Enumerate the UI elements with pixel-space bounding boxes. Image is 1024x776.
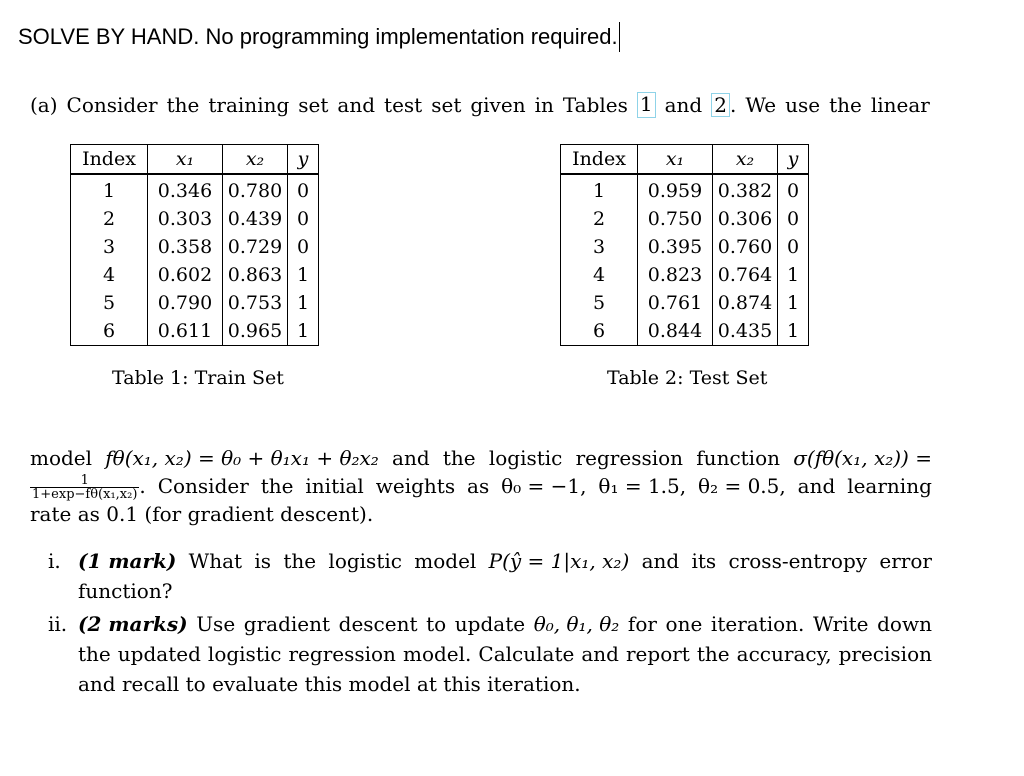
- question-line: [78, 609, 932, 639]
- word: report: [626, 642, 690, 666]
- cell-index: 5: [71, 289, 148, 317]
- word: model.: [402, 642, 472, 666]
- cell-y: 1: [786, 292, 800, 314]
- question-ii: [48, 609, 932, 699]
- cell-index: 1: [71, 174, 148, 205]
- test-set-table: [560, 144, 809, 346]
- table-2-link[interactable]: 2: [711, 93, 730, 117]
- question-marker: i.: [48, 549, 61, 573]
- word: to: [426, 612, 447, 636]
- word: and: [337, 93, 376, 117]
- cell-x1: 0.959: [638, 174, 713, 205]
- cell-x2: 0.780: [223, 174, 288, 205]
- cell-index: 3: [71, 233, 148, 261]
- word: logistic: [488, 446, 563, 470]
- word: is: [254, 549, 272, 573]
- table-row: [561, 205, 808, 233]
- word: Use: [196, 612, 236, 636]
- word: descent: [338, 612, 418, 636]
- cell-y: 1: [786, 320, 800, 342]
- word: use: [785, 93, 821, 117]
- word: as: [467, 474, 490, 498]
- weights-expression: θ₀, θ₁, θ₂: [533, 612, 620, 636]
- instruction-heading-text: SOLVE BY HAND. No programming implementation required.: [18, 24, 618, 49]
- table-row: [71, 233, 318, 261]
- cell-y: 0: [288, 174, 318, 205]
- cell-index: 4: [561, 261, 638, 289]
- word: and: [641, 549, 680, 573]
- part-a-intro: [30, 92, 930, 118]
- question-line: [78, 639, 932, 669]
- word: What: [188, 549, 243, 573]
- cell-y: 0: [786, 236, 800, 258]
- word: weights: [375, 474, 456, 498]
- cell-y: 0: [296, 208, 310, 230]
- cell-x1: 0.346: [148, 174, 223, 205]
- word: the: [283, 549, 317, 573]
- header-x1: x₁: [148, 145, 223, 174]
- model-line-1: [30, 445, 932, 471]
- header-index: Index: [561, 145, 638, 174]
- cell-x1: 0.844: [638, 317, 713, 345]
- cell-index: 1: [561, 174, 638, 205]
- word: initial: [305, 474, 364, 498]
- cell-y: 1: [296, 292, 310, 314]
- instruction-heading: [18, 22, 620, 52]
- question-marker: ii.: [48, 612, 68, 636]
- word: for: [627, 612, 657, 636]
- cell-y: 0: [786, 208, 800, 230]
- cell-y: 1: [296, 264, 310, 286]
- cell-y: 0: [296, 236, 310, 258]
- header-index: Index: [71, 145, 148, 174]
- word: function: [696, 446, 781, 470]
- marks-label: (2 marks): [78, 612, 188, 636]
- word: Tables: [562, 93, 628, 117]
- word: Consider: [157, 474, 249, 498]
- cell-y: 1: [296, 320, 310, 342]
- word: model: [30, 446, 93, 470]
- word: regression: [288, 642, 396, 666]
- table-row: [561, 317, 808, 345]
- word: Calculate: [478, 642, 575, 666]
- cell-x2: 0.439: [223, 205, 288, 233]
- cell-index: 2: [561, 205, 638, 233]
- word: one: [665, 612, 703, 636]
- word: and: [664, 93, 703, 117]
- cell-x1: 0.790: [148, 289, 223, 317]
- table-2-ref-group: [711, 92, 736, 118]
- cell-x2: 0.306: [713, 205, 778, 233]
- question-line: function?: [78, 579, 173, 603]
- header-y: y: [778, 145, 808, 174]
- part-a-label: (a): [30, 93, 58, 117]
- cell-x2: 0.753: [223, 289, 288, 317]
- word: and: [581, 642, 619, 666]
- cell-x2: 0.863: [223, 261, 288, 289]
- word: linear: [870, 93, 930, 117]
- word: update: [454, 612, 526, 636]
- question-i: [48, 546, 932, 606]
- word: gradient: [243, 612, 331, 636]
- table-row: [561, 289, 808, 317]
- word: given: [470, 93, 526, 117]
- cell-x1: 0.602: [148, 261, 223, 289]
- marks-label: (1 mark): [78, 549, 177, 573]
- table-row: [71, 205, 318, 233]
- word: the: [166, 93, 200, 117]
- word: cross-entropy: [728, 549, 868, 573]
- fraction-denominator: 1+exp−fθ(x₁,x₂): [32, 487, 138, 502]
- model-equation: fθ(x₁, x₂) = θ₀ + θ₁x₁ + θ₂x₂: [105, 446, 379, 470]
- table-row: [71, 261, 318, 289]
- sigmoid-fraction: [30, 474, 139, 501]
- cell-x1: 0.761: [638, 289, 713, 317]
- word: the: [260, 474, 294, 498]
- cell-index: 2: [71, 205, 148, 233]
- word: We: [745, 93, 777, 117]
- word: Write: [813, 612, 869, 636]
- cell-x1: 0.395: [638, 233, 713, 261]
- word: set: [431, 93, 462, 117]
- table-header-row: [561, 145, 808, 174]
- word: logistic: [328, 549, 402, 573]
- cell-x2: 0.764: [713, 261, 778, 289]
- header-y: y: [288, 145, 318, 174]
- word: iteration.: [710, 612, 805, 636]
- cell-x2: 0.382: [713, 174, 778, 205]
- header-x2: x₂: [223, 145, 288, 174]
- text-cursor: [619, 22, 620, 52]
- cell-x1: 0.823: [638, 261, 713, 289]
- word: regression: [575, 446, 684, 470]
- word: logistic: [207, 642, 282, 666]
- word: test: [384, 93, 423, 117]
- word: error: [879, 549, 932, 573]
- word: training: [208, 93, 290, 117]
- cell-x1: 0.303: [148, 205, 223, 233]
- sigmoid-equation: σ(fθ(x₁, x₂)) =: [793, 446, 932, 470]
- table-row: [71, 289, 318, 317]
- model-description: [30, 445, 932, 527]
- table-row: [561, 261, 808, 289]
- cell-index: 5: [561, 289, 638, 317]
- sigmoid-fraction-group: $\frac{1}{\text{1+exp−fθ(x₁,x₂)}}$ .: [32, 473, 146, 502]
- cell-index: 6: [71, 317, 148, 345]
- word: and: [392, 446, 430, 470]
- word: the: [829, 93, 862, 117]
- word: learning: [847, 474, 932, 498]
- period: .: [729, 93, 737, 117]
- word: precision: [838, 642, 932, 666]
- weight-theta0: θ₀ = −1,: [501, 474, 587, 498]
- cell-x2: 0.965: [223, 317, 288, 345]
- word: the: [696, 642, 730, 666]
- word: updated: [117, 642, 201, 666]
- word: the: [442, 446, 476, 470]
- table-1-caption: Table 1: Train Set: [112, 367, 284, 389]
- table-row: [561, 174, 808, 205]
- word: down: [877, 612, 932, 636]
- word: Consider: [66, 93, 158, 117]
- cell-y: 1: [786, 264, 800, 286]
- cell-x2: 0.874: [713, 289, 778, 317]
- table-1-link[interactable]: 1: [637, 92, 656, 118]
- cell-x1: 0.611: [148, 317, 223, 345]
- train-set-table: [70, 144, 319, 346]
- cell-x1: 0.750: [638, 205, 713, 233]
- cell-x1: 0.358: [148, 233, 223, 261]
- word: model: [414, 549, 477, 573]
- question-line: [78, 546, 932, 576]
- cell-x2: 0.729: [223, 233, 288, 261]
- table-2-caption: Table 2: Test Set: [607, 367, 768, 389]
- fraction-numerator: 1: [30, 474, 139, 488]
- weight-theta1: θ₁ = 1.5,: [598, 474, 687, 498]
- table-row: [71, 317, 318, 345]
- probability-expression: P(ŷ = 1|x₁, x₂): [488, 549, 630, 573]
- word: and: [797, 474, 836, 498]
- table-row: [561, 233, 808, 261]
- cell-index: 4: [71, 261, 148, 289]
- question-line: and recall to evaluate this model at this iteration.: [78, 672, 581, 696]
- header-x2: x₂: [713, 145, 778, 174]
- model-line-3: rate as 0.1 (for gradient descent).: [30, 502, 374, 526]
- word: in: [534, 93, 554, 117]
- cell-index: 3: [561, 233, 638, 261]
- word: set: [298, 93, 329, 117]
- weight-theta2: θ₂ = 0.5,: [698, 474, 786, 498]
- cell-x2: 0.435: [713, 317, 778, 345]
- word: the: [78, 642, 111, 666]
- model-line-2: [30, 473, 932, 501]
- cell-x2: 0.760: [713, 233, 778, 261]
- table-row: [71, 174, 318, 205]
- table-header-row: [71, 145, 318, 174]
- header-x1: x₁: [638, 145, 713, 174]
- cell-y: 0: [778, 174, 808, 205]
- cell-index: 6: [561, 317, 638, 345]
- word: accuracy,: [736, 642, 832, 666]
- word: its: [691, 549, 717, 573]
